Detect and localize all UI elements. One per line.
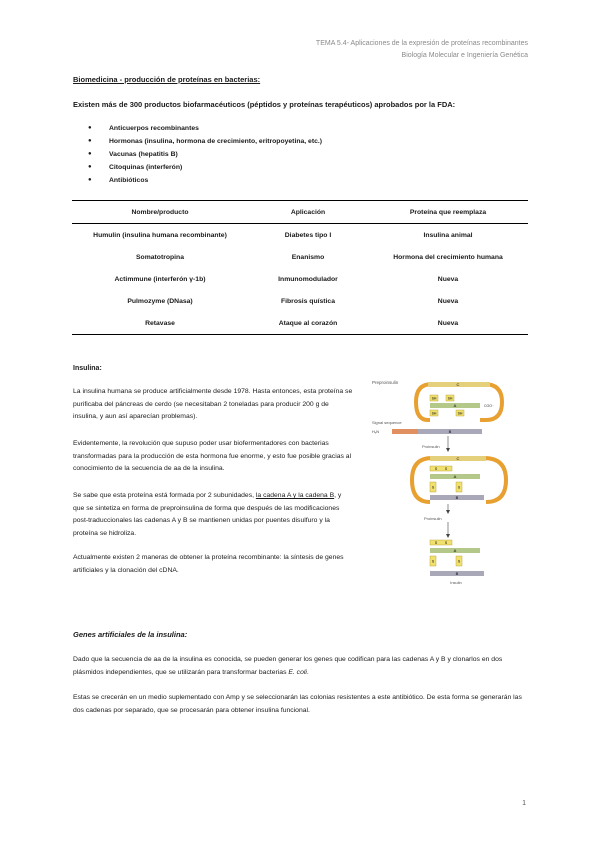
table-cell: Nueva [437, 297, 459, 305]
ecoli-italic: E. coli [288, 668, 307, 676]
arrow-head [446, 534, 450, 538]
insulin-paragraph-1: La insulina humana se produce artificialmente desde 1978. Hasta entonces, esta proteína se purificaba del páncreas de cerdo (se necesitaban 2 toneladas para producir 200 g de insulina, y aun así aparecían problemas). [73, 388, 353, 420]
table-cell: Ataque al corazón [248, 312, 368, 335]
c-chain-label: C [456, 456, 460, 462]
insulin-subtitle: Insulina: [73, 365, 102, 372]
preproinsulin-label: Preproinsulin [372, 380, 399, 385]
c-chain-label: C [456, 382, 460, 388]
table-cell: Inmunomodulador [278, 275, 338, 283]
artificial-genes-subtitle: Genes artificiales de la insulina: [73, 630, 188, 639]
table-cell: Enanismo [291, 253, 325, 261]
ss-label: S [434, 541, 438, 545]
proinsulin-label: Proinsulin [424, 516, 442, 521]
table-header: Aplicación [248, 201, 368, 224]
table-row [72, 246, 528, 268]
sh-label: SH [431, 396, 437, 401]
arrow-head [446, 510, 450, 514]
insulin-paragraph-2: Evidentemente, la revolución que supuso poder usar biofermentadores con bacterias transformadas para la producción de esta hormona fue enorme, y esto fue posible gracias al conocimiento de la secuencia de aa de la insulina. [73, 440, 352, 472]
insulin-processing-diagram [372, 376, 532, 586]
table-cell: Retavase [72, 312, 248, 335]
ss-label: S [457, 485, 461, 490]
ss-box [430, 466, 452, 471]
table-header: Proteína que reemplaza [368, 201, 528, 224]
b-chain-label: B [448, 429, 452, 435]
table-cell: Nueva [368, 312, 528, 335]
products-table [72, 200, 528, 335]
ss-label: S [457, 559, 461, 564]
section-title: Biomedicina - producción de proteínas en bacterias: [73, 75, 261, 84]
b-chain-label: B [455, 495, 459, 501]
header-topic: TEMA 5.4- Aplicaciones de la expresión de proteínas recombinantes [315, 40, 528, 47]
table-cell: Fibrosis quística [280, 297, 335, 305]
artificial-paragraph-2: Estas se crecerán en un medio suplementado con Amp y se seleccionarán las colonias resistentes a este antibiótico. De esta forma se generarán las dos cadenas por separado, que se procesarán para obtener insulina funcional. [73, 694, 522, 714]
a-chain-label: A [453, 474, 457, 480]
insulin-paragraph-3 [73, 490, 353, 540]
table-header: Nombre/producto [72, 201, 248, 224]
p5-text-b: . [306, 668, 309, 676]
sh-label: SH [431, 411, 437, 416]
list-item: ● Hormonas (insulina, hormona de crecimiento, eritropoyetina, etc.) [88, 135, 322, 148]
table-row [72, 312, 528, 335]
ss-label: S [431, 559, 435, 564]
ss-label: S [431, 485, 435, 490]
signal-sequence-label: Signal sequence [372, 420, 402, 425]
sh-label: SH [447, 396, 453, 401]
proinsulin-label: Proinsulin [422, 444, 440, 449]
header-course: Biología Molecular e Ingeniería Genética [401, 52, 528, 59]
nh3-label: H₃N [372, 430, 380, 434]
table-cell: Nueva [437, 275, 459, 283]
insulin-label: Insulin [450, 580, 462, 585]
sh-label: SH [457, 411, 463, 416]
p3-text-a: Se sabe que esta proteína está formada por 2 subunidades, [73, 492, 256, 499]
table-cell: Pulmozyme (DNasa) [127, 297, 193, 305]
list-item: ● Vacunas (hepatitis B) [88, 148, 322, 161]
insulin-paragraph-4: Actualmente existen 2 maneras de obtener la proteína recombinante: la síntesis de genes artificiales y la clonación del cDNA. [73, 554, 344, 574]
table-row [72, 224, 528, 247]
table-header-row [72, 201, 528, 224]
table-row [72, 268, 528, 290]
signal-sequence-bar [392, 429, 418, 434]
table-cell: Diabetes tipo I [284, 231, 332, 239]
ss-label: S [434, 467, 438, 471]
page-number: 1 [522, 800, 526, 807]
p5-text-a: Dado que la secuencia de aa de la insulina es conocida, se pueden generar los genes que codifican para las cadenas A y B y clonarlos en dos plásmidos independientes, que se utilizarán para transformar bacterias [73, 656, 503, 676]
list-item: ● Citoquinas (interferón) [88, 161, 322, 174]
chains-underlined: la cadena A y la cadena B [255, 492, 335, 499]
table-cell: Somatotropina [136, 253, 184, 261]
intro-text: Existen más de 300 productos biofarmacéuticos (péptidos y proteínas terapéuticos) aprobados por la FDA: [73, 100, 456, 109]
ss-label: S [444, 467, 448, 471]
products-list [88, 122, 322, 187]
table-cell: Humulin (insulina humana recombinante) [93, 231, 227, 239]
artificial-paragraph-1 [73, 654, 533, 679]
ss-box [430, 540, 452, 545]
coo-label: COO⁻ [484, 404, 494, 409]
list-item: ● Antibióticos [88, 174, 322, 187]
ss-label: S [444, 541, 448, 545]
b-chain-label: B [455, 571, 459, 577]
arrow-head [446, 448, 450, 452]
list-item: ● Anticuerpos recombinantes [88, 122, 322, 135]
a-chain-label: A [453, 548, 457, 554]
table-cell: Insulina animal [423, 231, 473, 239]
table-cell: Hormona del crecimiento humana [393, 253, 503, 261]
page-header [316, 38, 528, 62]
table-row [72, 290, 528, 312]
a-chain-label: A [453, 403, 457, 409]
table-cell: Actimmune (interferón γ-1b) [114, 275, 206, 283]
p3-text-b: , y que se sintetiza en forma de preproinsulina de forma que después de las modificaciones post-traduccionales las cadenas A y B se mantienen unidas por puentes disulfuro y la proteína se hidroliza. [73, 492, 342, 537]
